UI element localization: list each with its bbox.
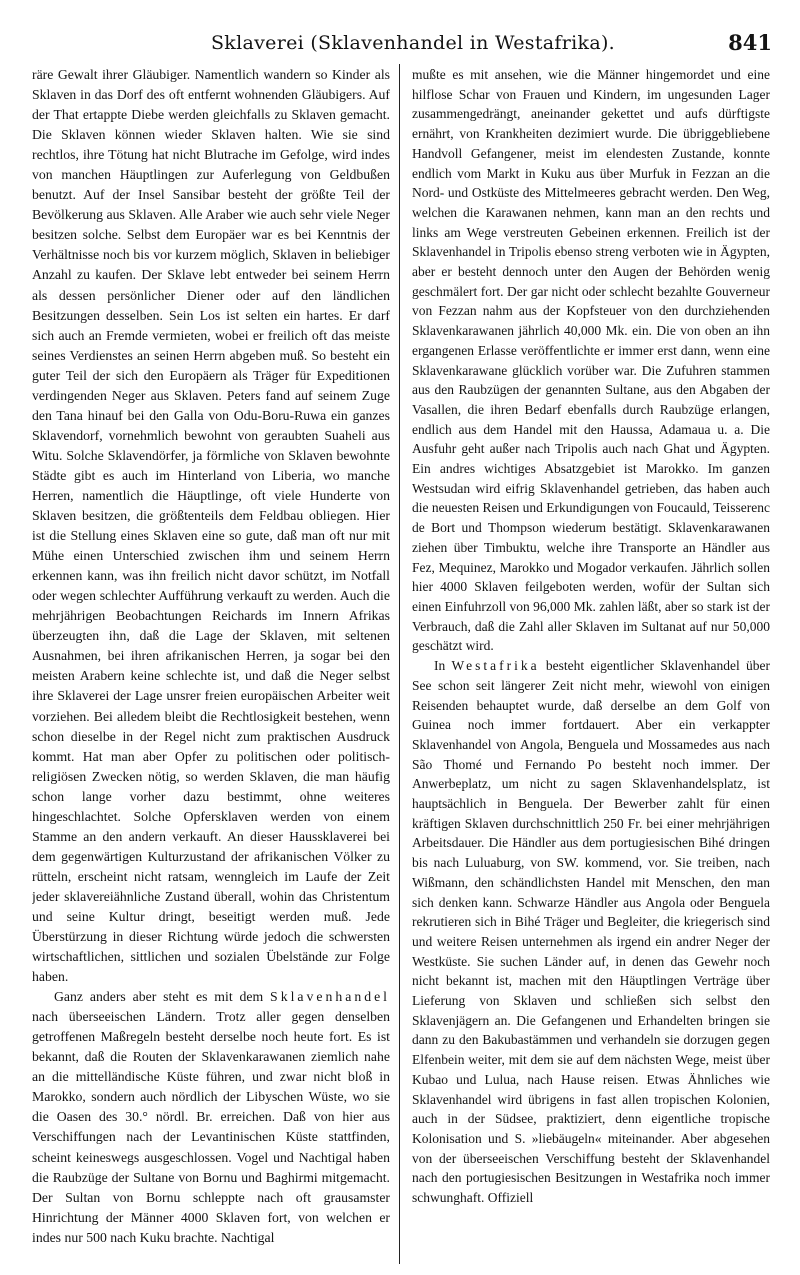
paragraph xyxy=(412,656,770,1208)
page-number: 841 xyxy=(728,30,772,55)
page-header xyxy=(52,26,774,58)
paragraph xyxy=(32,987,390,1248)
spaced-term: Sklavenhandel xyxy=(270,989,390,1005)
paragraph-text: besteht eigentlicher Sklavenhandel über See schon seit längerer Zeit nicht mehr, wiewohl von einigen Reisenden behauptet wurde, daß derselbe an dem Golf von Guinea noch immer fortdauert. Aber ein verkappter Sklavenhandel von Angola, Benguela und Mossamedes aus nach São Thomé und Fernando Po besteht noch immer. Der Anwerbeplatz, um nicht zu sagen Sklavenhandelsplatz, ist hauptsächlich in Benguela. Der Bewerber zahlt für einen kräftigen Sklaven durchschnittlich 250 Fr. bei einer mehrjährigen Arbeitsdauer. Die Händler aus dem portugiesischen Bihé dringen bis nach Luluaburg, von SW. kommend, vor. Sie treiben, nach Wißmann, den schändlichsten Handel mit Menschen, den man sich denken kann. Schwarze Händler aus Angola oder Benguela rekrutieren sich in Bihé Träger und Begleiter, die kriegerisch sind und weitere Reisen unternehmen als irgend ein andrer Neger der Westküste. Sie suchen Länder auf, in denen das Gewehr noch nicht bekannt ist, machen mit den Häuptlingen Verträge über Lieferung von Sklaven und schließen sich selbst den Sklavenjägern an. Die Gefangenen und Erhandelten bringen sie dann zu den Bakubastämmen und verhandeln sie dorzugen gegen Elfenbein weiter, mit dem sie auf dem nächsten Wege, meist über Kubao und Lulua, nach Hause reisen. Etwas Ähnliches wie Sklavenhandel wird übrigens in fast allen tropischen Kolonien, auch in der Südsee, praktiziert, denn eigentliche tropische Kolonisation und S. »liebäugeln« miteinander. Aber abgesehen von der überseeischen Verschiffung besteht der Sklavenhandel nach den portugiesischen Besitzungen in Westafrika noch immer schwunghaft. Offiziell xyxy=(412,658,770,1206)
column-divider xyxy=(399,64,400,1264)
spaced-term: Westafrika xyxy=(451,658,540,674)
paragraph: mußte es mit ansehen, wie die Männer hingemordet und eine hilflose Schar von Frauen und Kindern, im ungesunden Lager zusammengedrängt, aneinander gekettet und aufs dürftigste ernährt, von Krankheiten dezimiert wurde. Die übriggebliebene Handvoll Gefangener, meist im elendesten Zustande, konnte endlich vom Markt in Kuku aus über Murfuk in Fezzan an die Nord- und Ostküste des Mittelmeeres gebracht werden. Den Weg, welchen die Karawanen nehmen, kann man an den rechts und links am Wege verstreuten Gebeinen erkennen. Freilich ist der Sklavenhandel in Tripolis ebenso streng verboten wie in Ägypten, aber er besteht dennoch unter den Augen der Behörden wenig geschmälert fort. Der gar nicht oder schlecht bezahlte Gouverneur von Fezzan nahm aus der Kopfsteuer von den durchziehenden Sklavenkarawanen jährlich 40,000 Mk. ein. Die von oben an ihn ergangenen Erlasse veröffentlichte er immer erst dann, wenn eine Sklavenkarawane glücklich vorüber war. Die Zufuhren stammen aus den Raubzügen der genannten Sultane, aus den Abgaben der Vasallen, die ihren Bedarf ebenfalls durch Raubzüge erlangen, endlich aus dem Handel mit den Haussa, Adamaua u. a. Die Ausfuhr geht außer nach Tripolis auch nach Ghat und Ägypten. Ein andres wichtiges Absatzgebiet ist Marokko. Im ganzen Westsudan wird eifrig Sklavenhandel getrieben, das haben auch die neuesten Reisen und Erkundigungen von Foucauld, Teisserenc de Bort und Thompson wiederum bestätigt. Sklavenkarawanen ziehen über Timbuktu, welche ihre Transporte an Händler aus Fez, Mequinez, Marokko und Mogador verkaufen. Jährlich sollen hier 4000 Sklaven feilgeboten werden, wofür der Sultan sich einen Einfuhrzoll von 96,000 Mk. zahlen läßt, aber so stark ist der Verbrauch, daß die Zahl aller Sklaven im Sultanat auf nur 50,000 geschätzt wird. xyxy=(412,67,770,654)
paragraph-text: nach überseeischen Ländern. Trotz aller gegen denselben getroffenen Maßregeln besteht derselbe noch heute fort. Es ist bekannt, daß die Routen der Sklavenkarawanen ziemlich nahe an die mittelländische Küste führen, und zwar nicht bloß in Marokko, sondern auch nördlich der Libyschen Wüste, wo sie die Oasen des 30.° nördl. Br. erreichen. Daß von hier aus Verschiffungen nach der Levantinischen Küste stattfinden, scheint keineswegs ausgeschlossen. Vogel und Nachtigal haben die Raubzüge der Sultane von Bornu und Baghirmi mitgemacht. Der Sultan von Bornu schleppte nach oft grausamster Hinrichtung der Männer 4000 Sklaven fort, von welchen er indes nur 500 nach Kuku brachte. Nachtigal xyxy=(32,1009,390,1245)
left-column xyxy=(32,65,390,1265)
paragraph: räre Gewalt ihrer Gläubiger. Namentlich wandern so Kinder als Sklaven in das Dorf des oft entfernt wohnenden Gläubigers. Auf der That ertappte Diebe werden gleichfalls zu Sklaven gemacht. Die Sklaven können wieder Sklaven halten. Wie sie sind rechtlos, ihre Tötung hat nicht Blutrache im Gefolge, wird indes von manchen Häuptlingen zur Auferlegung von Geldbußen benutzt. Auf der Insel Sansibar besteht der größte Teil der Bevölkerung aus Sklaven. Alle Araber wie auch sehr viele Neger besitzen solche. Selbst dem Europäer war es bei Kenntnis der Verhältnisse noch bis vor kurzem möglich, Sklaven in beliebiger Anzahl zu kaufen. Der Sklave lebt entweder bei seinem Herrn als dessen persönlicher Diener oder auf den ländlichen Besitzungen desselben. Sein Los ist selten ein hartes. Er darf sich auch an Fremde vermieten, wobei er freilich oft das meiste seines Verdienstes an seinen Herrn abgeben muß. So besteht ein guter Teil der sich den Europäern als Träger für Expeditionen verdingenden Neger aus Sklaven. Peters fand auf seinem Zuge den Tana hinauf bei den Galla von Odu-Boru-Ruwa ein ganzes Sklavendorf, vornehmlich bewohnt von geraubten Suaheli aus Witu. Solche Sklavendörfer, ja förmliche von Sklaven bewohnte Städte gibt es auch im Hinterland von Liberia, wo manche Herren, namentlich die Häuptlinge, oft viele Hunderte von Sklaven besitzen, die größtenteils dem Feldbau obliegen. Hier ist die Stellung eines Sklaven eine so gute, daß man oft nur mit Mühe einen Unterschied zwischen ihm und seinem Herrn erkennen kann, was ihn freilich nicht davor schützt, im Notfall oder wegen schlechter Aufführung verkauft zu werden. Auch die mehrjährigen Beobachtungen Reichards im Innern Afrikas überzeugten ihn, daß die Lage der Sklaven, mit seltenen Ausnahmen, bei ihren afrikanischen Herren, ja sogar bei den meisten Arabern keine schlechte ist, und daß die Neger selbst ihre Sklaverei der Lage unsrer freien europäischen Arbeiter weit vorziehen. Bei alledem bleibt die Rechtlosigkeit bestehen, wenn schon dieselbe in der Regel nicht zum praktischen Ausdruck kommt. Hat man aber Opfer zu politischen oder politisch-religiösen Zwecken nötig, so werden Sklaven, die man häufig schon lange vorher dazu bestimmt, ohne weiteres hingeschlachtet. Solche Opfersklaven werden von einem Stamme an den andern verkauft. An dieser Haussklaverei bei dem gegenwärtigen Kulturzustand der afrikanischen Völker zu rütteln, erscheint nicht ratsam, wenngleich im Laufe der Zeit jeder sklavereiähnliche Zustand überall, wohin das Christentum und seine Kultur dringt, beseitigt werden muß. Jede Überstürzung in dieser Richtung würde jedoch die schwersten wirtschaftlichen, sittlichen und sozialen Übelstände zur Folge haben. xyxy=(32,67,390,985)
paragraph-lead: In xyxy=(434,658,452,674)
paragraph-lead: Ganz anders aber steht es mit dem xyxy=(54,989,271,1005)
right-column xyxy=(412,65,770,1265)
running-title: Sklaverei (Sklavenhandel in Westafrika). xyxy=(210,32,615,54)
